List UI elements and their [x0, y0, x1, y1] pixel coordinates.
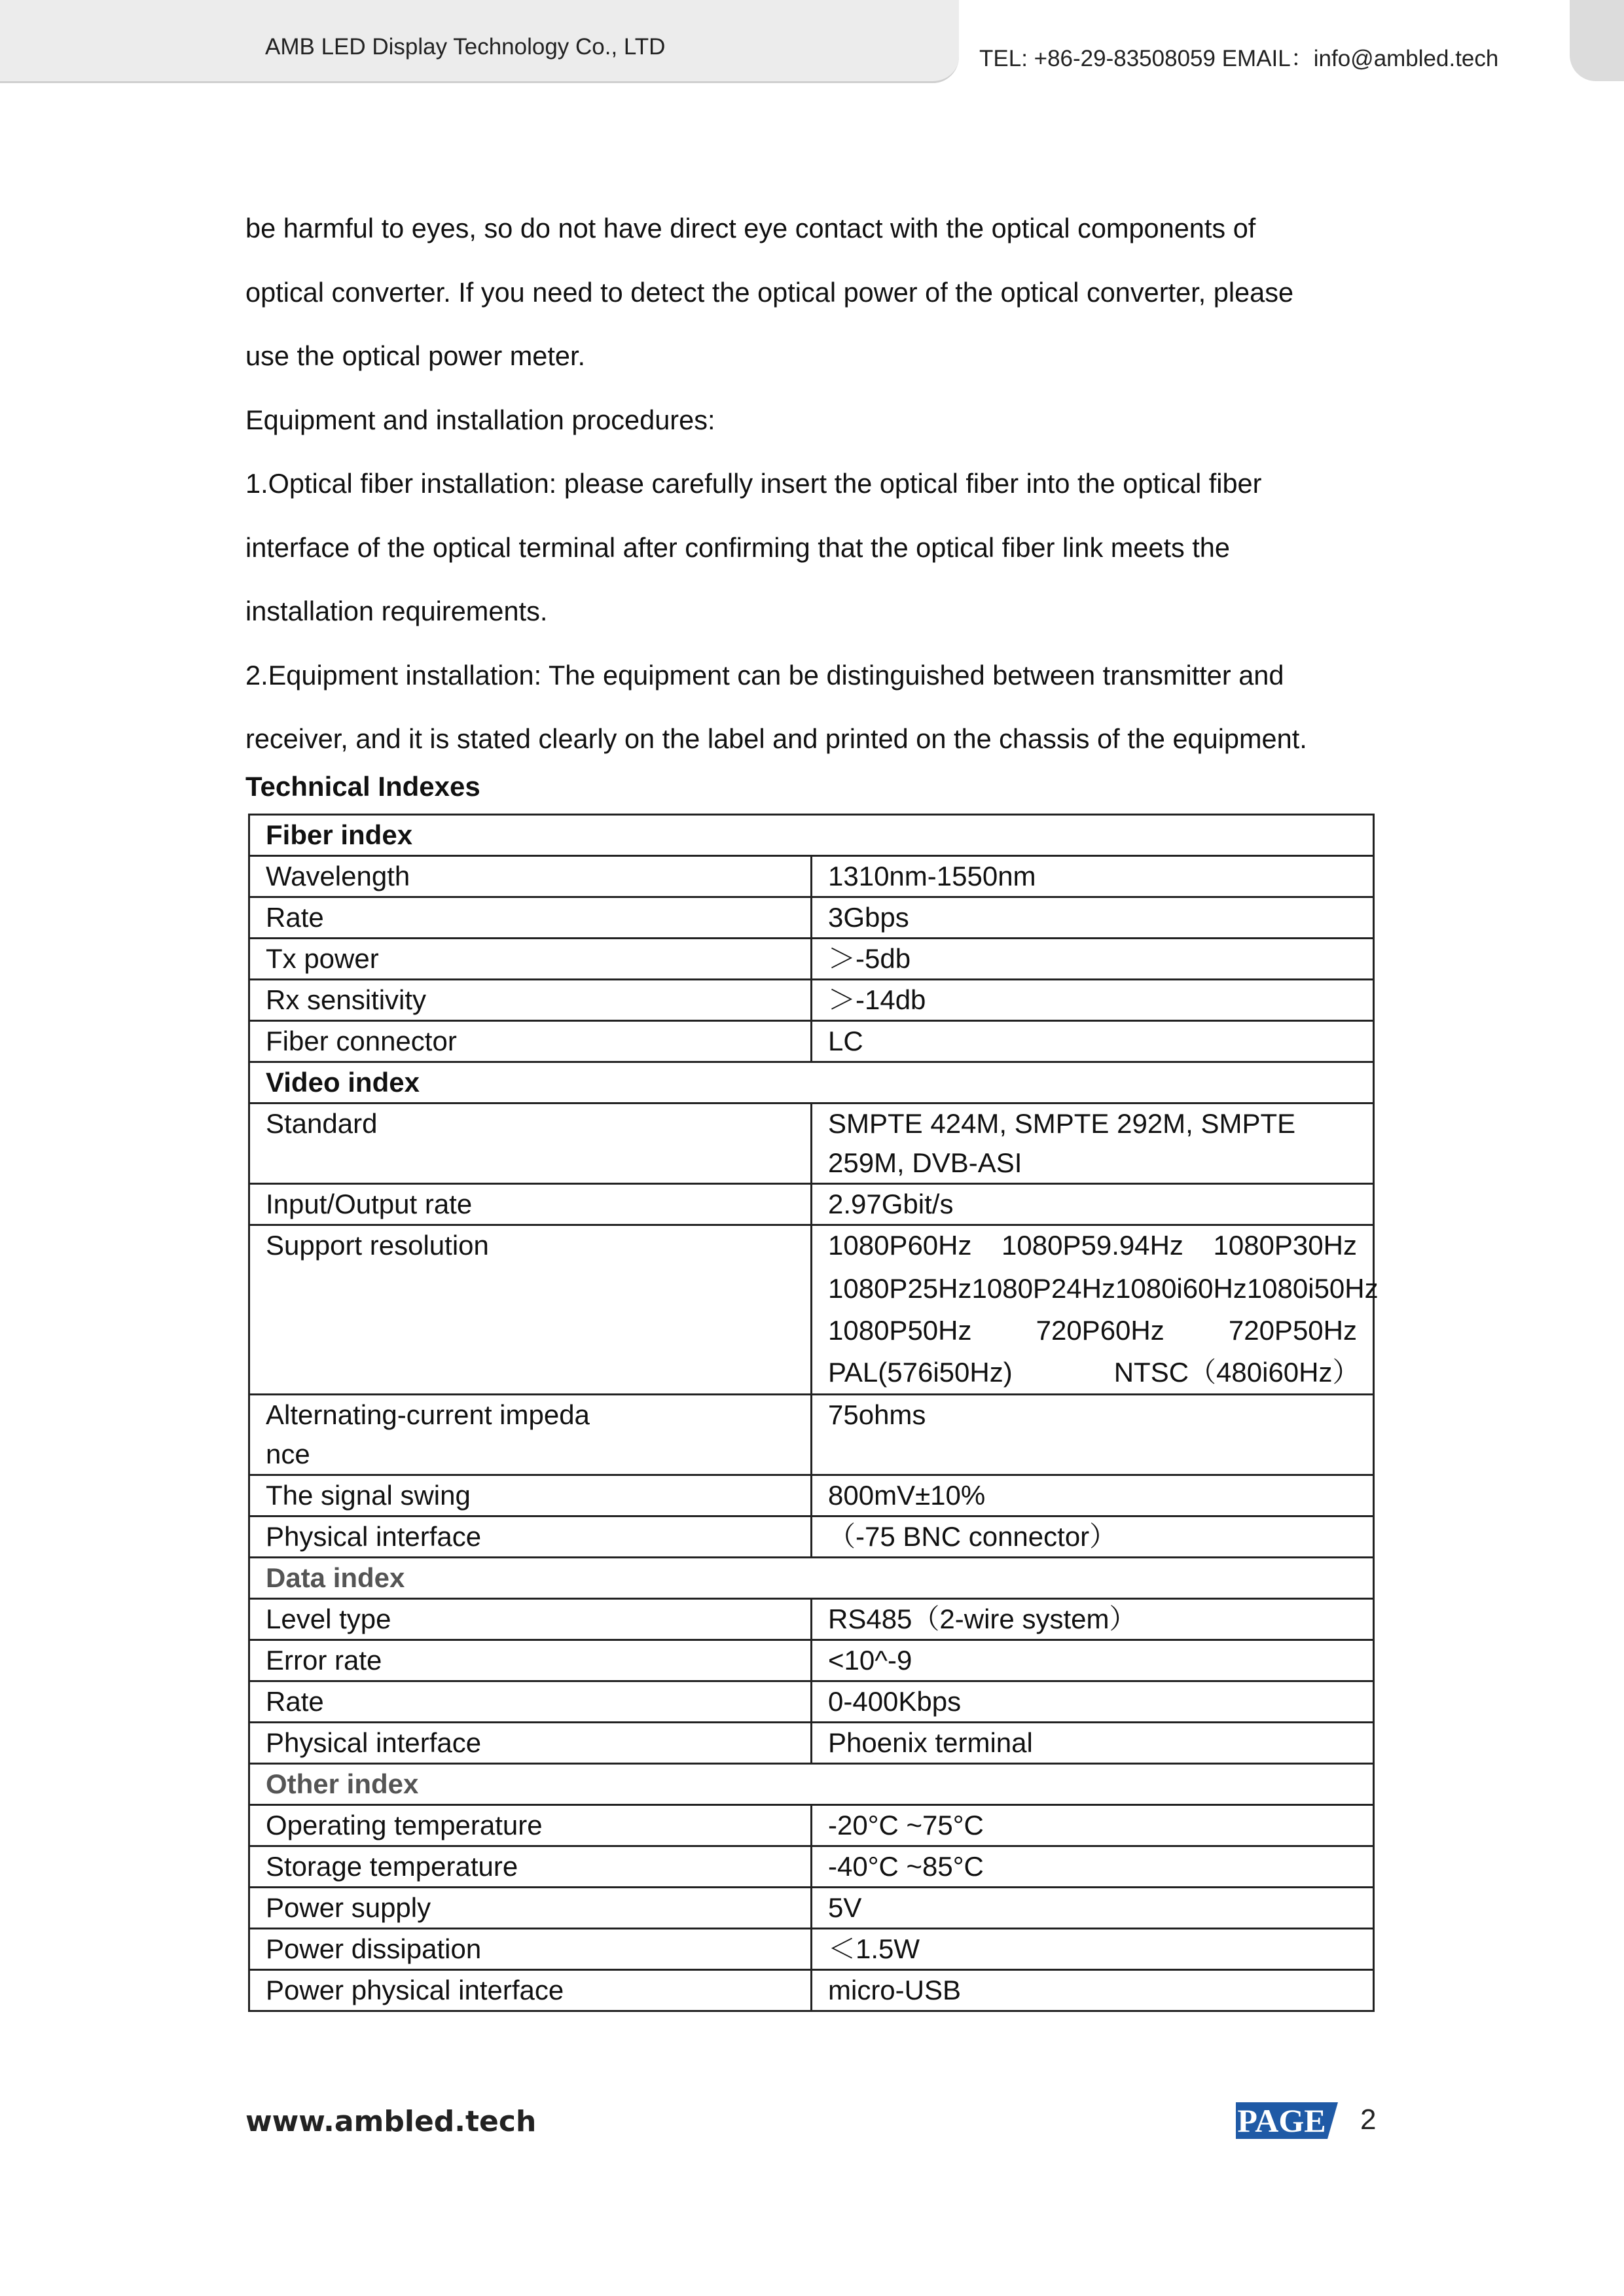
row-label: The signal swing	[249, 1475, 812, 1516]
paragraph-line: receiver, and it is stated clearly on the label and printed on the chassis of the equipment.	[245, 723, 1307, 754]
resolution-item: 1080P30Hz	[1213, 1230, 1357, 1261]
row-value: RS485（2-wire system）	[812, 1599, 1374, 1640]
row-value: ＞-5db	[812, 939, 1374, 980]
page-number: 2	[1360, 2104, 1377, 2136]
row-label: Input/Output rate	[249, 1184, 812, 1225]
row-value: -40°C ~85°C	[812, 1846, 1374, 1888]
table-row	[249, 1640, 1374, 1681]
table-row	[249, 1681, 1374, 1723]
paragraph-line: 2.Equipment installation: The equipment can be distinguished between transmitter and	[245, 659, 1284, 691]
header-bar	[0, 0, 959, 83]
row-label: Rate	[249, 1681, 812, 1723]
row-value: ＞-14db	[812, 980, 1374, 1021]
paragraph-line: 1.Optical fiber installation: please carefully insert the optical fiber into the optical fiber	[245, 468, 1262, 499]
company-name: AMB LED Display Technology Co., LTD	[265, 34, 666, 60]
row-value: <10^-9	[812, 1640, 1374, 1681]
section-heading-other: Other index	[249, 1764, 1374, 1805]
resolution-item: NTSC（480i60Hz）	[1113, 1357, 1360, 1388]
table-section-row	[249, 1764, 1374, 1805]
resolution-line	[828, 1352, 1360, 1393]
resolution-item: 1080i50Hz	[1246, 1273, 1379, 1304]
resolution-list	[812, 1225, 1379, 1395]
resolution-item: 1080i60Hz	[1115, 1273, 1247, 1304]
table-row	[249, 856, 1374, 897]
row-label: Power physical interface	[249, 1970, 812, 2011]
resolution-item: 1080P50Hz	[828, 1315, 972, 1346]
row-value: 800mV±10%	[812, 1475, 1374, 1516]
resolution-item: 1080P24Hz	[971, 1273, 1115, 1304]
table-section-row	[249, 1558, 1374, 1599]
contact-info: TEL: +86-29-83508059 EMAIL：info@ambled.tech	[979, 46, 1499, 71]
paragraph-line: use the optical power meter.	[245, 340, 586, 371]
section-title: Technical Indexes	[245, 771, 480, 802]
row-value: 3Gbps	[812, 897, 1374, 939]
table-row	[249, 1846, 1374, 1888]
row-label: Operating temperature	[249, 1805, 812, 1846]
row-value: 0-400Kbps	[812, 1681, 1374, 1723]
row-label-line: Alternating-current impeda	[266, 1399, 590, 1430]
section-heading-video: Video index	[249, 1062, 1374, 1103]
paragraph-line: interface of the optical terminal after confirming that the optical fiber link meets the	[245, 531, 1230, 563]
row-label: Rate	[249, 897, 812, 939]
resolution-item: 720P50Hz	[1228, 1315, 1357, 1346]
table-section-row	[249, 1062, 1374, 1103]
table-row	[249, 1599, 1374, 1640]
table-row	[249, 1970, 1374, 2011]
table-row	[249, 939, 1374, 980]
resolution-line	[828, 1310, 1357, 1352]
body-text	[245, 196, 1398, 771]
row-label: Physical interface	[249, 1723, 812, 1764]
table-row	[249, 1021, 1374, 1062]
table-row	[249, 1723, 1374, 1764]
resolution-item: PAL(576i50Hz)	[828, 1357, 1013, 1388]
row-label	[249, 1395, 812, 1475]
row-label: Wavelength	[249, 856, 812, 897]
table-row	[249, 1929, 1374, 1970]
table-row	[249, 1888, 1374, 1929]
table-row	[249, 1805, 1374, 1846]
paragraph-line: Equipment and installation procedures:	[245, 404, 715, 435]
row-label: Support resolution	[249, 1225, 812, 1395]
table-row	[249, 1395, 1374, 1475]
paragraph-line: optical converter. If you need to detect the optical power of the optical converter, please	[245, 276, 1294, 308]
table-row	[249, 897, 1374, 939]
table-row	[249, 1475, 1374, 1516]
paragraph-line: installation requirements.	[245, 596, 548, 626]
section-heading-data: Data index	[249, 1558, 1374, 1599]
table-row	[249, 1225, 1374, 1395]
resolution-item: 720P60Hz	[1036, 1315, 1164, 1346]
page-badge-label: PAGE	[1237, 2102, 1326, 2139]
row-value: LC	[812, 1021, 1374, 1062]
section-heading-fiber: Fiber index	[249, 815, 1374, 856]
row-value: 2.97Gbit/s	[812, 1184, 1374, 1225]
row-value: ＜1.5W	[812, 1929, 1374, 1970]
row-value: micro-USB	[812, 1970, 1374, 2011]
row-value: 1310nm-1550nm	[812, 856, 1374, 897]
row-label: Power supply	[249, 1888, 812, 1929]
row-label: Physical interface	[249, 1516, 812, 1558]
table-row	[249, 1184, 1374, 1225]
row-value: SMPTE 424M, SMPTE 292M, SMPTE 259M, DVB-ASI	[812, 1103, 1374, 1184]
row-label: Fiber connector	[249, 1021, 812, 1062]
row-label: Error rate	[249, 1640, 812, 1681]
table-row	[249, 1516, 1374, 1558]
footer-url: www.ambled.tech	[245, 2105, 537, 2138]
table-section-row	[249, 815, 1374, 856]
page-badge-icon	[1236, 2102, 1338, 2139]
row-value: 75ohms	[812, 1395, 1374, 1475]
resolution-item: 1080P60Hz	[828, 1230, 972, 1261]
table-row	[249, 980, 1374, 1021]
row-label: Rx sensitivity	[249, 980, 812, 1021]
row-value: （-75 BNC connector）	[812, 1516, 1374, 1558]
row-label: Standard	[249, 1103, 812, 1184]
row-label: Level type	[249, 1599, 812, 1640]
row-label: Storage temperature	[249, 1846, 812, 1888]
paragraph-line: be harmful to eyes, so do not have direct eye contact with the optical components of	[245, 213, 1256, 243]
row-label: Tx power	[249, 939, 812, 980]
row-value: Phoenix terminal	[812, 1723, 1374, 1764]
row-label-line: nce	[266, 1439, 310, 1469]
resolution-item: 1080P25Hz	[828, 1273, 972, 1304]
resolution-item: 1080P59.94Hz	[1001, 1230, 1183, 1261]
spec-table	[248, 814, 1379, 2012]
resolution-line	[828, 1226, 1357, 1268]
resolution-line	[828, 1268, 1379, 1310]
row-label: Power dissipation	[249, 1929, 812, 1970]
table-row	[249, 1103, 1374, 1184]
row-value: 5V	[812, 1888, 1374, 1929]
header-tab	[1570, 0, 1624, 81]
row-value: -20°C ~75°C	[812, 1805, 1374, 1846]
